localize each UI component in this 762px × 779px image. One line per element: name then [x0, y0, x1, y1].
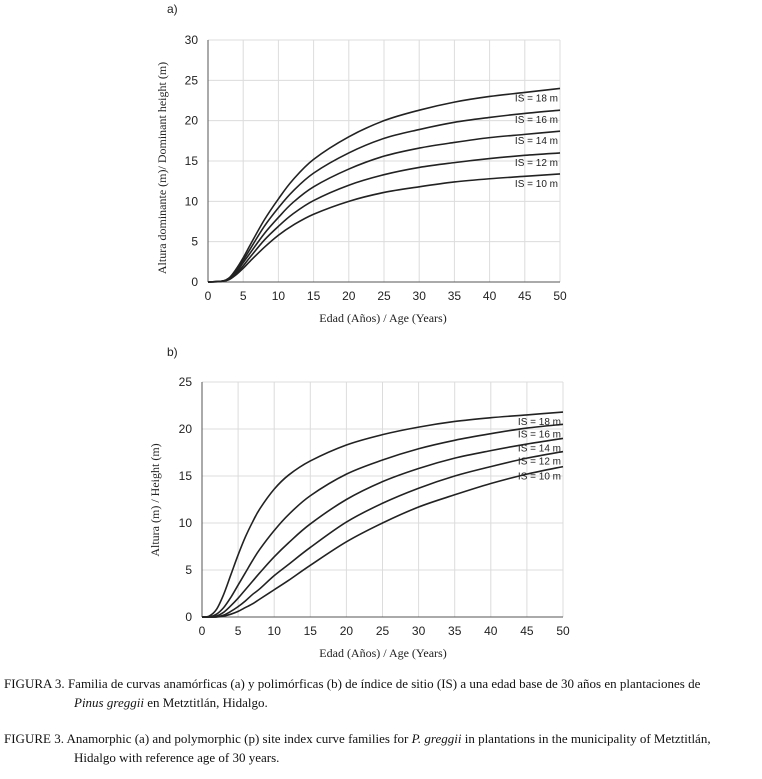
- x-axis-title-b: Edad (Años) / Age (Years): [319, 646, 447, 660]
- curve-label-b-is-18: IS = 18 m: [517, 417, 561, 429]
- x-tick-label-b-0: 0: [198, 624, 206, 638]
- x-tick-label-b-40: 40: [484, 624, 498, 638]
- x-tick-label-b-25: 25: [375, 624, 390, 638]
- caption-en-species: P. greggii: [411, 731, 462, 746]
- y-tick-label-b-25: 25: [178, 375, 192, 389]
- x-tick-label-a-20: 20: [342, 289, 356, 303]
- y-tick-label-a-25: 25: [184, 73, 198, 88]
- y-tick-label-a-10: 10: [184, 194, 198, 209]
- curve-label-b-is-12: IS = 12 m: [517, 456, 561, 468]
- x-tick-label-b-5: 5: [234, 624, 242, 638]
- x-tick-label-b-45: 45: [520, 624, 534, 638]
- y-tick-label-a-30: 30: [184, 33, 198, 47]
- x-tick-label-b-15: 15: [303, 624, 317, 638]
- curve-label-a-is-16: IS = 16 m: [514, 115, 558, 127]
- y-tick-label-b-10: 10: [178, 516, 192, 530]
- panel-label-a: a): [167, 2, 178, 16]
- y-tick-label-b-20: 20: [178, 422, 192, 436]
- y-tick-label-b-0: 0: [185, 610, 192, 624]
- chart-panel-a: [155, 2, 567, 325]
- caption-en-text-1: Anamorphic (a) and polymorphic (p) site index curve families for: [66, 731, 409, 746]
- chart-panel-b: [148, 345, 570, 660]
- x-tick-label-a-30: 30: [412, 289, 426, 303]
- curve-label-a-is-10: IS = 10 m: [514, 178, 558, 190]
- x-tick-label-b-20: 20: [339, 624, 354, 638]
- x-tick-label-a-5: 5: [239, 289, 247, 303]
- y-axis-title-a: Altura dominante (m)/ Dominant height (m): [155, 61, 169, 275]
- y-tick-label-a-15: 15: [184, 154, 198, 168]
- x-tick-label-a-10: 10: [271, 289, 286, 303]
- y-tick-label-b-15: 15: [178, 469, 192, 483]
- caption-en-text-2: in plantations in the municipality of Metztitlán,: [464, 731, 711, 746]
- y-tick-label-b-5: 5: [185, 563, 192, 577]
- caption-spanish: [4, 674, 756, 712]
- x-tick-label-a-0: 0: [204, 289, 212, 303]
- caption-es-text-2: en Metztitlán, Hidalgo.: [147, 695, 268, 710]
- x-tick-label-b-30: 30: [411, 624, 426, 638]
- caption-en-text-3: Hidalgo with reference age of 30 years.: [74, 750, 280, 765]
- x-tick-label-b-10: 10: [267, 624, 281, 638]
- curve-label-a-is-14: IS = 14 m: [514, 136, 558, 148]
- curve-label-b-is-16: IS = 16 m: [517, 429, 561, 441]
- caption-es-species: Pinus greggii: [74, 695, 144, 710]
- caption-english: [4, 729, 756, 767]
- caption-es-label: FIGURA 3.: [4, 676, 65, 691]
- curve-label-a-is-12: IS = 12 m: [514, 157, 558, 169]
- caption-es-text-1: Familia de curvas anamórficas (a) y polimórficas (b) de índice de sitio (IS) a una edad base de 30 años en plantaciones de: [67, 676, 701, 691]
- x-tick-label-a-45: 45: [518, 289, 532, 303]
- x-tick-label-a-15: 15: [306, 289, 321, 303]
- y-tick-label-a-0: 0: [191, 275, 198, 289]
- x-tick-label-b-50: 50: [556, 624, 570, 638]
- x-tick-label-a-50: 50: [553, 289, 567, 303]
- y-tick-label-a-5: 5: [191, 234, 198, 249]
- x-axis-title-a: Edad (Años) / Age (Years): [319, 311, 447, 325]
- x-tick-label-b-35: 35: [448, 624, 462, 638]
- curve-label-a-is-18: IS = 18 m: [514, 93, 558, 105]
- y-axis-title-b: Altura (m) / Height (m): [148, 443, 162, 557]
- x-tick-label-a-35: 35: [447, 289, 462, 303]
- x-tick-label-a-40: 40: [482, 289, 497, 303]
- curve-label-b-is-10: IS = 10 m: [517, 471, 561, 483]
- caption-en-label: FIGURE 3.: [4, 731, 64, 746]
- x-tick-label-a-25: 25: [377, 289, 391, 303]
- panel-label-b: b): [167, 345, 178, 359]
- y-tick-label-a-20: 20: [184, 113, 198, 128]
- curve-label-b-is-14: IS = 14 m: [517, 443, 561, 455]
